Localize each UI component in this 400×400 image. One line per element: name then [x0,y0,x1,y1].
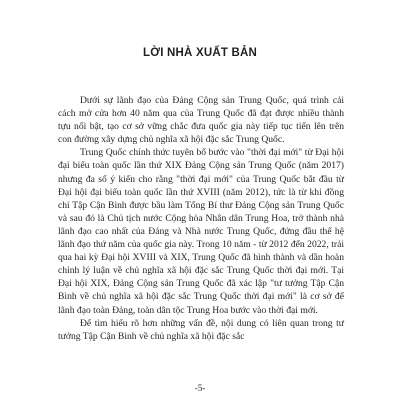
body-text [58,94,344,343]
page-title: LỜI NHÀ XUẤT BẢN [143,47,257,59]
page-number: -5- [194,383,206,393]
paragraph-2: Trung Quốc chính thức tuyên bố bước vào "thời đại mới" từ Đại hội đại biểu toàn quốc lần thứ XIX Đảng Cộng sản Trung Quốc (năm 2017) nhưng đa số ý kiến cho rằng "thời đại mới" của Trung Quốc bắt đầu từ Đại hội đại biểu toàn quốc lần thứ XVIII (năm 2012), tức là từ khi đồng chí Tập Cận Bình được bầu làm Tổng Bí thư Đảng Cộng sản Trung Quốc và sau đó là Chủ tịch nước Cộng hòa Nhân dân Trung Hoa, trở thành nhà lãnh đạo cao nhất của Đảng và Nhà nước Trung Quốc, đứng đầu thế hệ lãnh đạo thứ năm của quốc gia này. Trong 10 năm - từ 2012 đến 2022, trải qua hai kỳ Đại hội XVIII và XIX, Trung Quốc đã hình thành và dần hoàn chỉnh lý luận về chủ nghĩa xã hội đặc sắc Trung Quốc thời đại mới. Tại Đại hội XIX, Đảng Cộng sản Trung Quốc đã xác lập "tư tưởng Tập Cận Bình về chủ nghĩa xã hội đặc sắc Trung Quốc thời đại mới" là cơ sở để lãnh đạo toàn Đảng, toàn dân tộc Trung Hoa bước vào thời đại mới. [58,147,344,316]
paragraph-1: Dưới sự lãnh đạo của Đảng Cộng sản Trung Quốc, quá trình cải cách mở cửa hơn 40 năm qua của Trung Quốc đã đạt được nhiều thành tựu nổi bật, tạo cơ sở vững chắc đưa quốc gia này tiếp tục tiến lên trên con đường xây dựng chủ nghĩa xã hội đặc sắc Trung Quốc. [58,95,344,146]
paragraph-3: Để tìm hiểu rõ hơn những vấn đề, nội dung có liên quan trong tư tưởng Tập Cận Bình về chủ nghĩa xã hội đặc sắc [58,317,344,342]
